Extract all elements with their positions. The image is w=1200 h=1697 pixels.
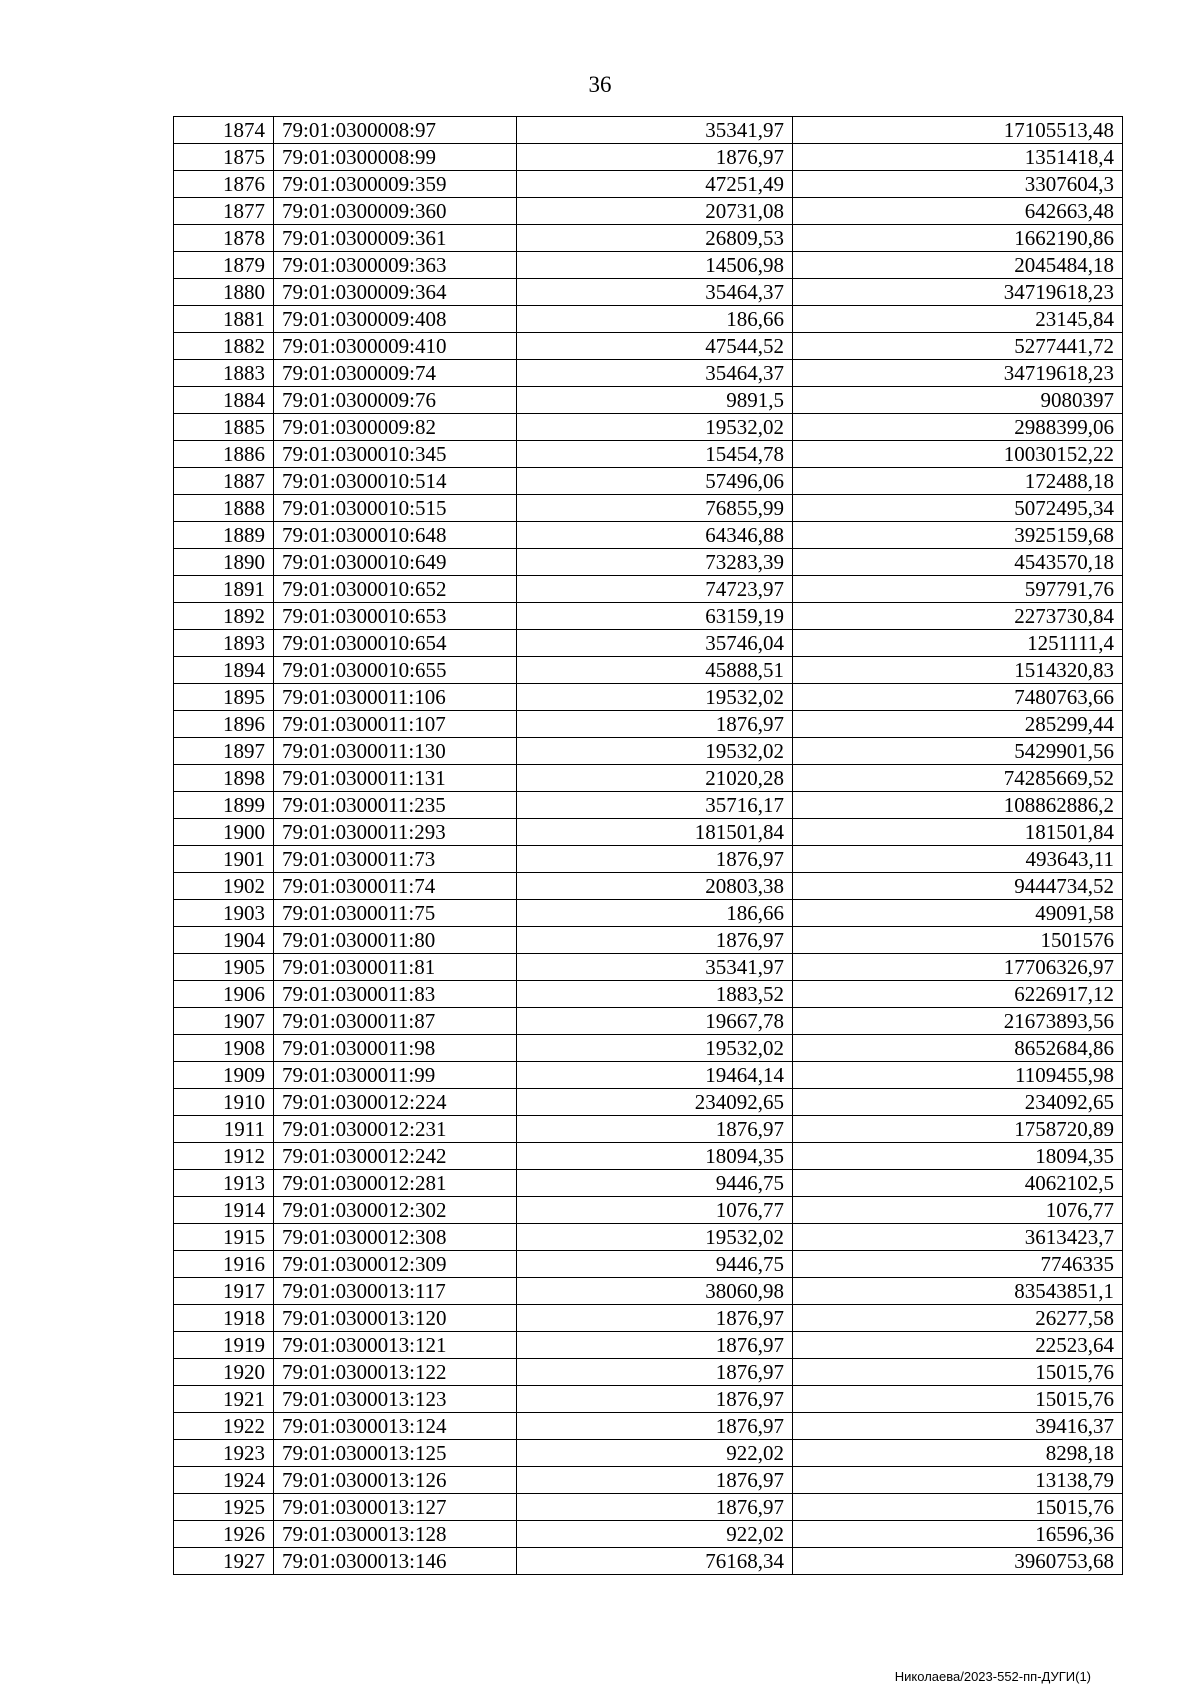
row-number-cell: 1901 [174, 846, 274, 873]
table-row [174, 117, 1123, 144]
row-number-cell: 1891 [174, 576, 274, 603]
area-cell: 19532,02 [517, 1224, 793, 1251]
row-number-cell: 1902 [174, 873, 274, 900]
value-cell: 49091,58 [793, 900, 1123, 927]
table-row [174, 711, 1123, 738]
value-cell: 1758720,89 [793, 1116, 1123, 1143]
document-footer: Николаева/2023-552-пп-ДУГИ(1) [894, 1669, 1091, 1684]
cadastral-number-cell: 79:01:0300010:653 [274, 603, 517, 630]
row-number-cell: 1911 [174, 1116, 274, 1143]
table-row [174, 333, 1123, 360]
table-row [174, 792, 1123, 819]
table-row [174, 927, 1123, 954]
table-row [174, 1386, 1123, 1413]
cadastral-number-cell: 79:01:0300011:131 [274, 765, 517, 792]
value-cell: 9444734,52 [793, 873, 1123, 900]
row-number-cell: 1904 [174, 927, 274, 954]
value-cell: 22523,64 [793, 1332, 1123, 1359]
table-row [174, 981, 1123, 1008]
area-cell: 19667,78 [517, 1008, 793, 1035]
row-number-cell: 1890 [174, 549, 274, 576]
cadastral-number-cell: 79:01:0300009:74 [274, 360, 517, 387]
cadastral-number-cell: 79:01:0300011:83 [274, 981, 517, 1008]
row-number-cell: 1907 [174, 1008, 274, 1035]
row-number-cell: 1913 [174, 1170, 274, 1197]
row-number-cell: 1915 [174, 1224, 274, 1251]
cadastral-number-cell: 79:01:0300013:127 [274, 1494, 517, 1521]
cadastral-number-cell: 79:01:0300012:231 [274, 1116, 517, 1143]
area-cell: 1876,97 [517, 711, 793, 738]
cadastral-number-cell: 79:01:0300013:122 [274, 1359, 517, 1386]
area-cell: 35341,97 [517, 117, 793, 144]
cadastral-number-cell: 79:01:0300012:224 [274, 1089, 517, 1116]
row-number-cell: 1892 [174, 603, 274, 630]
cadastral-number-cell: 79:01:0300012:302 [274, 1197, 517, 1224]
cadastral-number-cell: 79:01:0300010:514 [274, 468, 517, 495]
value-cell: 1501576 [793, 927, 1123, 954]
table-row [174, 441, 1123, 468]
table-row [174, 306, 1123, 333]
cadastral-number-cell: 79:01:0300012:281 [274, 1170, 517, 1197]
cadastral-number-cell: 79:01:0300013:128 [274, 1521, 517, 1548]
row-number-cell: 1922 [174, 1413, 274, 1440]
table-row [174, 684, 1123, 711]
table-row [174, 468, 1123, 495]
value-cell: 34719618,23 [793, 360, 1123, 387]
area-cell: 14506,98 [517, 252, 793, 279]
row-number-cell: 1898 [174, 765, 274, 792]
row-number-cell: 1883 [174, 360, 274, 387]
table-row [174, 387, 1123, 414]
row-number-cell: 1897 [174, 738, 274, 765]
cadastral-number-cell: 79:01:0300013:146 [274, 1548, 517, 1575]
area-cell: 73283,39 [517, 549, 793, 576]
value-cell: 597791,76 [793, 576, 1123, 603]
value-cell: 5072495,34 [793, 495, 1123, 522]
value-cell: 4543570,18 [793, 549, 1123, 576]
table-row [174, 495, 1123, 522]
value-cell: 15015,76 [793, 1359, 1123, 1386]
row-number-cell: 1927 [174, 1548, 274, 1575]
value-cell: 2273730,84 [793, 603, 1123, 630]
cadastral-number-cell: 79:01:0300009:361 [274, 225, 517, 252]
value-cell: 7746335 [793, 1251, 1123, 1278]
area-cell: 35746,04 [517, 630, 793, 657]
cadastral-number-cell: 79:01:0300011:75 [274, 900, 517, 927]
cadastral-number-cell: 79:01:0300009:410 [274, 333, 517, 360]
table-row [174, 1548, 1123, 1575]
row-number-cell: 1920 [174, 1359, 274, 1386]
value-cell: 4062102,5 [793, 1170, 1123, 1197]
table-body [174, 117, 1123, 1575]
area-cell: 1876,97 [517, 1305, 793, 1332]
table-row [174, 252, 1123, 279]
value-cell: 6226917,12 [793, 981, 1123, 1008]
table-row [174, 1197, 1123, 1224]
row-number-cell: 1925 [174, 1494, 274, 1521]
area-cell: 18094,35 [517, 1143, 793, 1170]
row-number-cell: 1889 [174, 522, 274, 549]
area-cell: 76168,34 [517, 1548, 793, 1575]
row-number-cell: 1882 [174, 333, 274, 360]
table-row [174, 360, 1123, 387]
area-cell: 9891,5 [517, 387, 793, 414]
table-row [174, 549, 1123, 576]
area-cell: 1076,77 [517, 1197, 793, 1224]
row-number-cell: 1899 [174, 792, 274, 819]
table-row [174, 1089, 1123, 1116]
table-row [174, 954, 1123, 981]
cadastral-number-cell: 79:01:0300011:87 [274, 1008, 517, 1035]
value-cell: 15015,76 [793, 1494, 1123, 1521]
table-row [174, 1143, 1123, 1170]
cadastral-number-cell: 79:01:0300010:655 [274, 657, 517, 684]
area-cell: 9446,75 [517, 1251, 793, 1278]
row-number-cell: 1921 [174, 1386, 274, 1413]
table-row [174, 765, 1123, 792]
area-cell: 1883,52 [517, 981, 793, 1008]
area-cell: 20803,38 [517, 873, 793, 900]
area-cell: 35341,97 [517, 954, 793, 981]
cadastral-number-cell: 79:01:0300013:120 [274, 1305, 517, 1332]
cadastral-number-cell: 79:01:0300011:235 [274, 792, 517, 819]
area-cell: 35716,17 [517, 792, 793, 819]
page-number: 36 [588, 72, 612, 97]
value-cell: 5429901,56 [793, 738, 1123, 765]
row-number-cell: 1923 [174, 1440, 274, 1467]
area-cell: 74723,97 [517, 576, 793, 603]
value-cell: 7480763,66 [793, 684, 1123, 711]
value-cell: 17105513,48 [793, 117, 1123, 144]
cadastral-number-cell: 79:01:0300013:121 [274, 1332, 517, 1359]
cadastral-number-cell: 79:01:0300009:359 [274, 171, 517, 198]
row-number-cell: 1885 [174, 414, 274, 441]
row-number-cell: 1881 [174, 306, 274, 333]
row-number-cell: 1874 [174, 117, 274, 144]
table-row [174, 198, 1123, 225]
area-cell: 922,02 [517, 1521, 793, 1548]
row-number-cell: 1912 [174, 1143, 274, 1170]
table-row [174, 1521, 1123, 1548]
area-cell: 47251,49 [517, 171, 793, 198]
area-cell: 922,02 [517, 1440, 793, 1467]
area-cell: 1876,97 [517, 1467, 793, 1494]
value-cell: 1351418,4 [793, 144, 1123, 171]
value-cell: 1662190,86 [793, 225, 1123, 252]
row-number-cell: 1876 [174, 171, 274, 198]
value-cell: 2988399,06 [793, 414, 1123, 441]
table-row [174, 1170, 1123, 1197]
cadastral-number-cell: 79:01:0300011:74 [274, 873, 517, 900]
value-cell: 39416,37 [793, 1413, 1123, 1440]
row-number-cell: 1919 [174, 1332, 274, 1359]
value-cell: 493643,11 [793, 846, 1123, 873]
table-row [174, 1305, 1123, 1332]
cadastral-number-cell: 79:01:0300009:82 [274, 414, 517, 441]
cadastral-number-cell: 79:01:0300011:293 [274, 819, 517, 846]
area-cell: 35464,37 [517, 360, 793, 387]
value-cell: 5277441,72 [793, 333, 1123, 360]
table-row [174, 576, 1123, 603]
row-number-cell: 1894 [174, 657, 274, 684]
value-cell: 10030152,22 [793, 441, 1123, 468]
row-number-cell: 1924 [174, 1467, 274, 1494]
cadastral-number-cell: 79:01:0300011:99 [274, 1062, 517, 1089]
row-number-cell: 1878 [174, 225, 274, 252]
area-cell: 26809,53 [517, 225, 793, 252]
value-cell: 18094,35 [793, 1143, 1123, 1170]
area-cell: 57496,06 [517, 468, 793, 495]
cadastral-table [173, 116, 1123, 1575]
row-number-cell: 1906 [174, 981, 274, 1008]
area-cell: 181501,84 [517, 819, 793, 846]
cadastral-number-cell: 79:01:0300011:106 [274, 684, 517, 711]
area-cell: 1876,97 [517, 846, 793, 873]
value-cell: 3960753,68 [793, 1548, 1123, 1575]
table-row [174, 738, 1123, 765]
area-cell: 21020,28 [517, 765, 793, 792]
row-number-cell: 1887 [174, 468, 274, 495]
row-number-cell: 1880 [174, 279, 274, 306]
table-row [174, 1116, 1123, 1143]
table-row [174, 1251, 1123, 1278]
area-cell: 19464,14 [517, 1062, 793, 1089]
area-cell: 186,66 [517, 900, 793, 927]
value-cell: 1251111,4 [793, 630, 1123, 657]
row-number-cell: 1918 [174, 1305, 274, 1332]
cadastral-number-cell: 79:01:0300009:360 [274, 198, 517, 225]
table-row [174, 1467, 1123, 1494]
area-cell: 20731,08 [517, 198, 793, 225]
cadastral-number-cell: 79:01:0300012:242 [274, 1143, 517, 1170]
cadastral-number-cell: 79:01:0300013:124 [274, 1413, 517, 1440]
row-number-cell: 1879 [174, 252, 274, 279]
cadastral-number-cell: 79:01:0300011:73 [274, 846, 517, 873]
table-row [174, 1035, 1123, 1062]
cadastral-number-cell: 79:01:0300008:99 [274, 144, 517, 171]
value-cell: 83543851,1 [793, 1278, 1123, 1305]
cadastral-number-cell: 79:01:0300010:654 [274, 630, 517, 657]
cadastral-number-cell: 79:01:0300011:98 [274, 1035, 517, 1062]
area-cell: 47544,52 [517, 333, 793, 360]
table-row [174, 1278, 1123, 1305]
cadastral-number-cell: 79:01:0300011:81 [274, 954, 517, 981]
value-cell: 172488,18 [793, 468, 1123, 495]
area-cell: 35464,37 [517, 279, 793, 306]
value-cell: 1514320,83 [793, 657, 1123, 684]
table-row [174, 279, 1123, 306]
table-row [174, 144, 1123, 171]
value-cell: 3613423,7 [793, 1224, 1123, 1251]
row-number-cell: 1910 [174, 1089, 274, 1116]
table-row [174, 846, 1123, 873]
area-cell: 1876,97 [517, 1332, 793, 1359]
cadastral-number-cell: 79:01:0300010:648 [274, 522, 517, 549]
value-cell: 3307604,3 [793, 171, 1123, 198]
area-cell: 19532,02 [517, 738, 793, 765]
value-cell: 26277,58 [793, 1305, 1123, 1332]
table-row [174, 873, 1123, 900]
table-row [174, 1359, 1123, 1386]
table-row [174, 1008, 1123, 1035]
row-number-cell: 1886 [174, 441, 274, 468]
table-row [174, 1332, 1123, 1359]
cadastral-number-cell: 79:01:0300012:308 [274, 1224, 517, 1251]
cadastral-number-cell: 79:01:0300013:126 [274, 1467, 517, 1494]
value-cell: 285299,44 [793, 711, 1123, 738]
table-row [174, 657, 1123, 684]
row-number-cell: 1877 [174, 198, 274, 225]
cadastral-number-cell: 79:01:0300011:80 [274, 927, 517, 954]
value-cell: 9080397 [793, 387, 1123, 414]
table-row [174, 603, 1123, 630]
area-cell: 19532,02 [517, 684, 793, 711]
cadastral-number-cell: 79:01:0300012:309 [274, 1251, 517, 1278]
area-cell: 1876,97 [517, 1116, 793, 1143]
row-number-cell: 1895 [174, 684, 274, 711]
value-cell: 234092,65 [793, 1089, 1123, 1116]
table-row [174, 1413, 1123, 1440]
value-cell: 23145,84 [793, 306, 1123, 333]
row-number-cell: 1908 [174, 1035, 274, 1062]
row-number-cell: 1884 [174, 387, 274, 414]
row-number-cell: 1888 [174, 495, 274, 522]
row-number-cell: 1916 [174, 1251, 274, 1278]
table-row [174, 630, 1123, 657]
row-number-cell: 1900 [174, 819, 274, 846]
area-cell: 19532,02 [517, 414, 793, 441]
row-number-cell: 1926 [174, 1521, 274, 1548]
value-cell: 8652684,86 [793, 1035, 1123, 1062]
area-cell: 19532,02 [517, 1035, 793, 1062]
value-cell: 21673893,56 [793, 1008, 1123, 1035]
value-cell: 108862886,2 [793, 792, 1123, 819]
row-number-cell: 1914 [174, 1197, 274, 1224]
table-row [174, 414, 1123, 441]
row-number-cell: 1875 [174, 144, 274, 171]
area-cell: 1876,97 [517, 144, 793, 171]
area-cell: 38060,98 [517, 1278, 793, 1305]
area-cell: 63159,19 [517, 603, 793, 630]
table-row [174, 1224, 1123, 1251]
value-cell: 34719618,23 [793, 279, 1123, 306]
area-cell: 76855,99 [517, 495, 793, 522]
table-row [174, 900, 1123, 927]
cadastral-number-cell: 79:01:0300010:345 [274, 441, 517, 468]
row-number-cell: 1905 [174, 954, 274, 981]
table-row [174, 225, 1123, 252]
value-cell: 13138,79 [793, 1467, 1123, 1494]
value-cell: 1109455,98 [793, 1062, 1123, 1089]
cadastral-number-cell: 79:01:0300013:117 [274, 1278, 517, 1305]
table-row [174, 1062, 1123, 1089]
row-number-cell: 1909 [174, 1062, 274, 1089]
value-cell: 3925159,68 [793, 522, 1123, 549]
value-cell: 17706326,97 [793, 954, 1123, 981]
cadastral-number-cell: 79:01:0300008:97 [274, 117, 517, 144]
area-cell: 9446,75 [517, 1170, 793, 1197]
row-number-cell: 1903 [174, 900, 274, 927]
cadastral-number-cell: 79:01:0300013:123 [274, 1386, 517, 1413]
area-cell: 1876,97 [517, 1494, 793, 1521]
value-cell: 74285669,52 [793, 765, 1123, 792]
cadastral-number-cell: 79:01:0300009:408 [274, 306, 517, 333]
area-cell: 1876,97 [517, 1413, 793, 1440]
area-cell: 15454,78 [517, 441, 793, 468]
area-cell: 1876,97 [517, 927, 793, 954]
area-cell: 64346,88 [517, 522, 793, 549]
value-cell: 1076,77 [793, 1197, 1123, 1224]
value-cell: 8298,18 [793, 1440, 1123, 1467]
table-row [174, 171, 1123, 198]
cadastral-number-cell: 79:01:0300010:652 [274, 576, 517, 603]
row-number-cell: 1893 [174, 630, 274, 657]
cadastral-number-cell: 79:01:0300009:363 [274, 252, 517, 279]
value-cell: 181501,84 [793, 819, 1123, 846]
row-number-cell: 1896 [174, 711, 274, 738]
value-cell: 642663,48 [793, 198, 1123, 225]
table-row [174, 819, 1123, 846]
table-row [174, 522, 1123, 549]
cadastral-number-cell: 79:01:0300013:125 [274, 1440, 517, 1467]
area-cell: 186,66 [517, 306, 793, 333]
value-cell: 2045484,18 [793, 252, 1123, 279]
cadastral-number-cell: 79:01:0300010:515 [274, 495, 517, 522]
cadastral-number-cell: 79:01:0300010:649 [274, 549, 517, 576]
table-row [174, 1494, 1123, 1521]
value-cell: 15015,76 [793, 1386, 1123, 1413]
area-cell: 1876,97 [517, 1359, 793, 1386]
area-cell: 1876,97 [517, 1386, 793, 1413]
table-row [174, 1440, 1123, 1467]
cadastral-number-cell: 79:01:0300011:107 [274, 711, 517, 738]
area-cell: 234092,65 [517, 1089, 793, 1116]
cadastral-number-cell: 79:01:0300009:364 [274, 279, 517, 306]
row-number-cell: 1917 [174, 1278, 274, 1305]
cadastral-number-cell: 79:01:0300009:76 [274, 387, 517, 414]
area-cell: 45888,51 [517, 657, 793, 684]
cadastral-number-cell: 79:01:0300011:130 [274, 738, 517, 765]
value-cell: 16596,36 [793, 1521, 1123, 1548]
